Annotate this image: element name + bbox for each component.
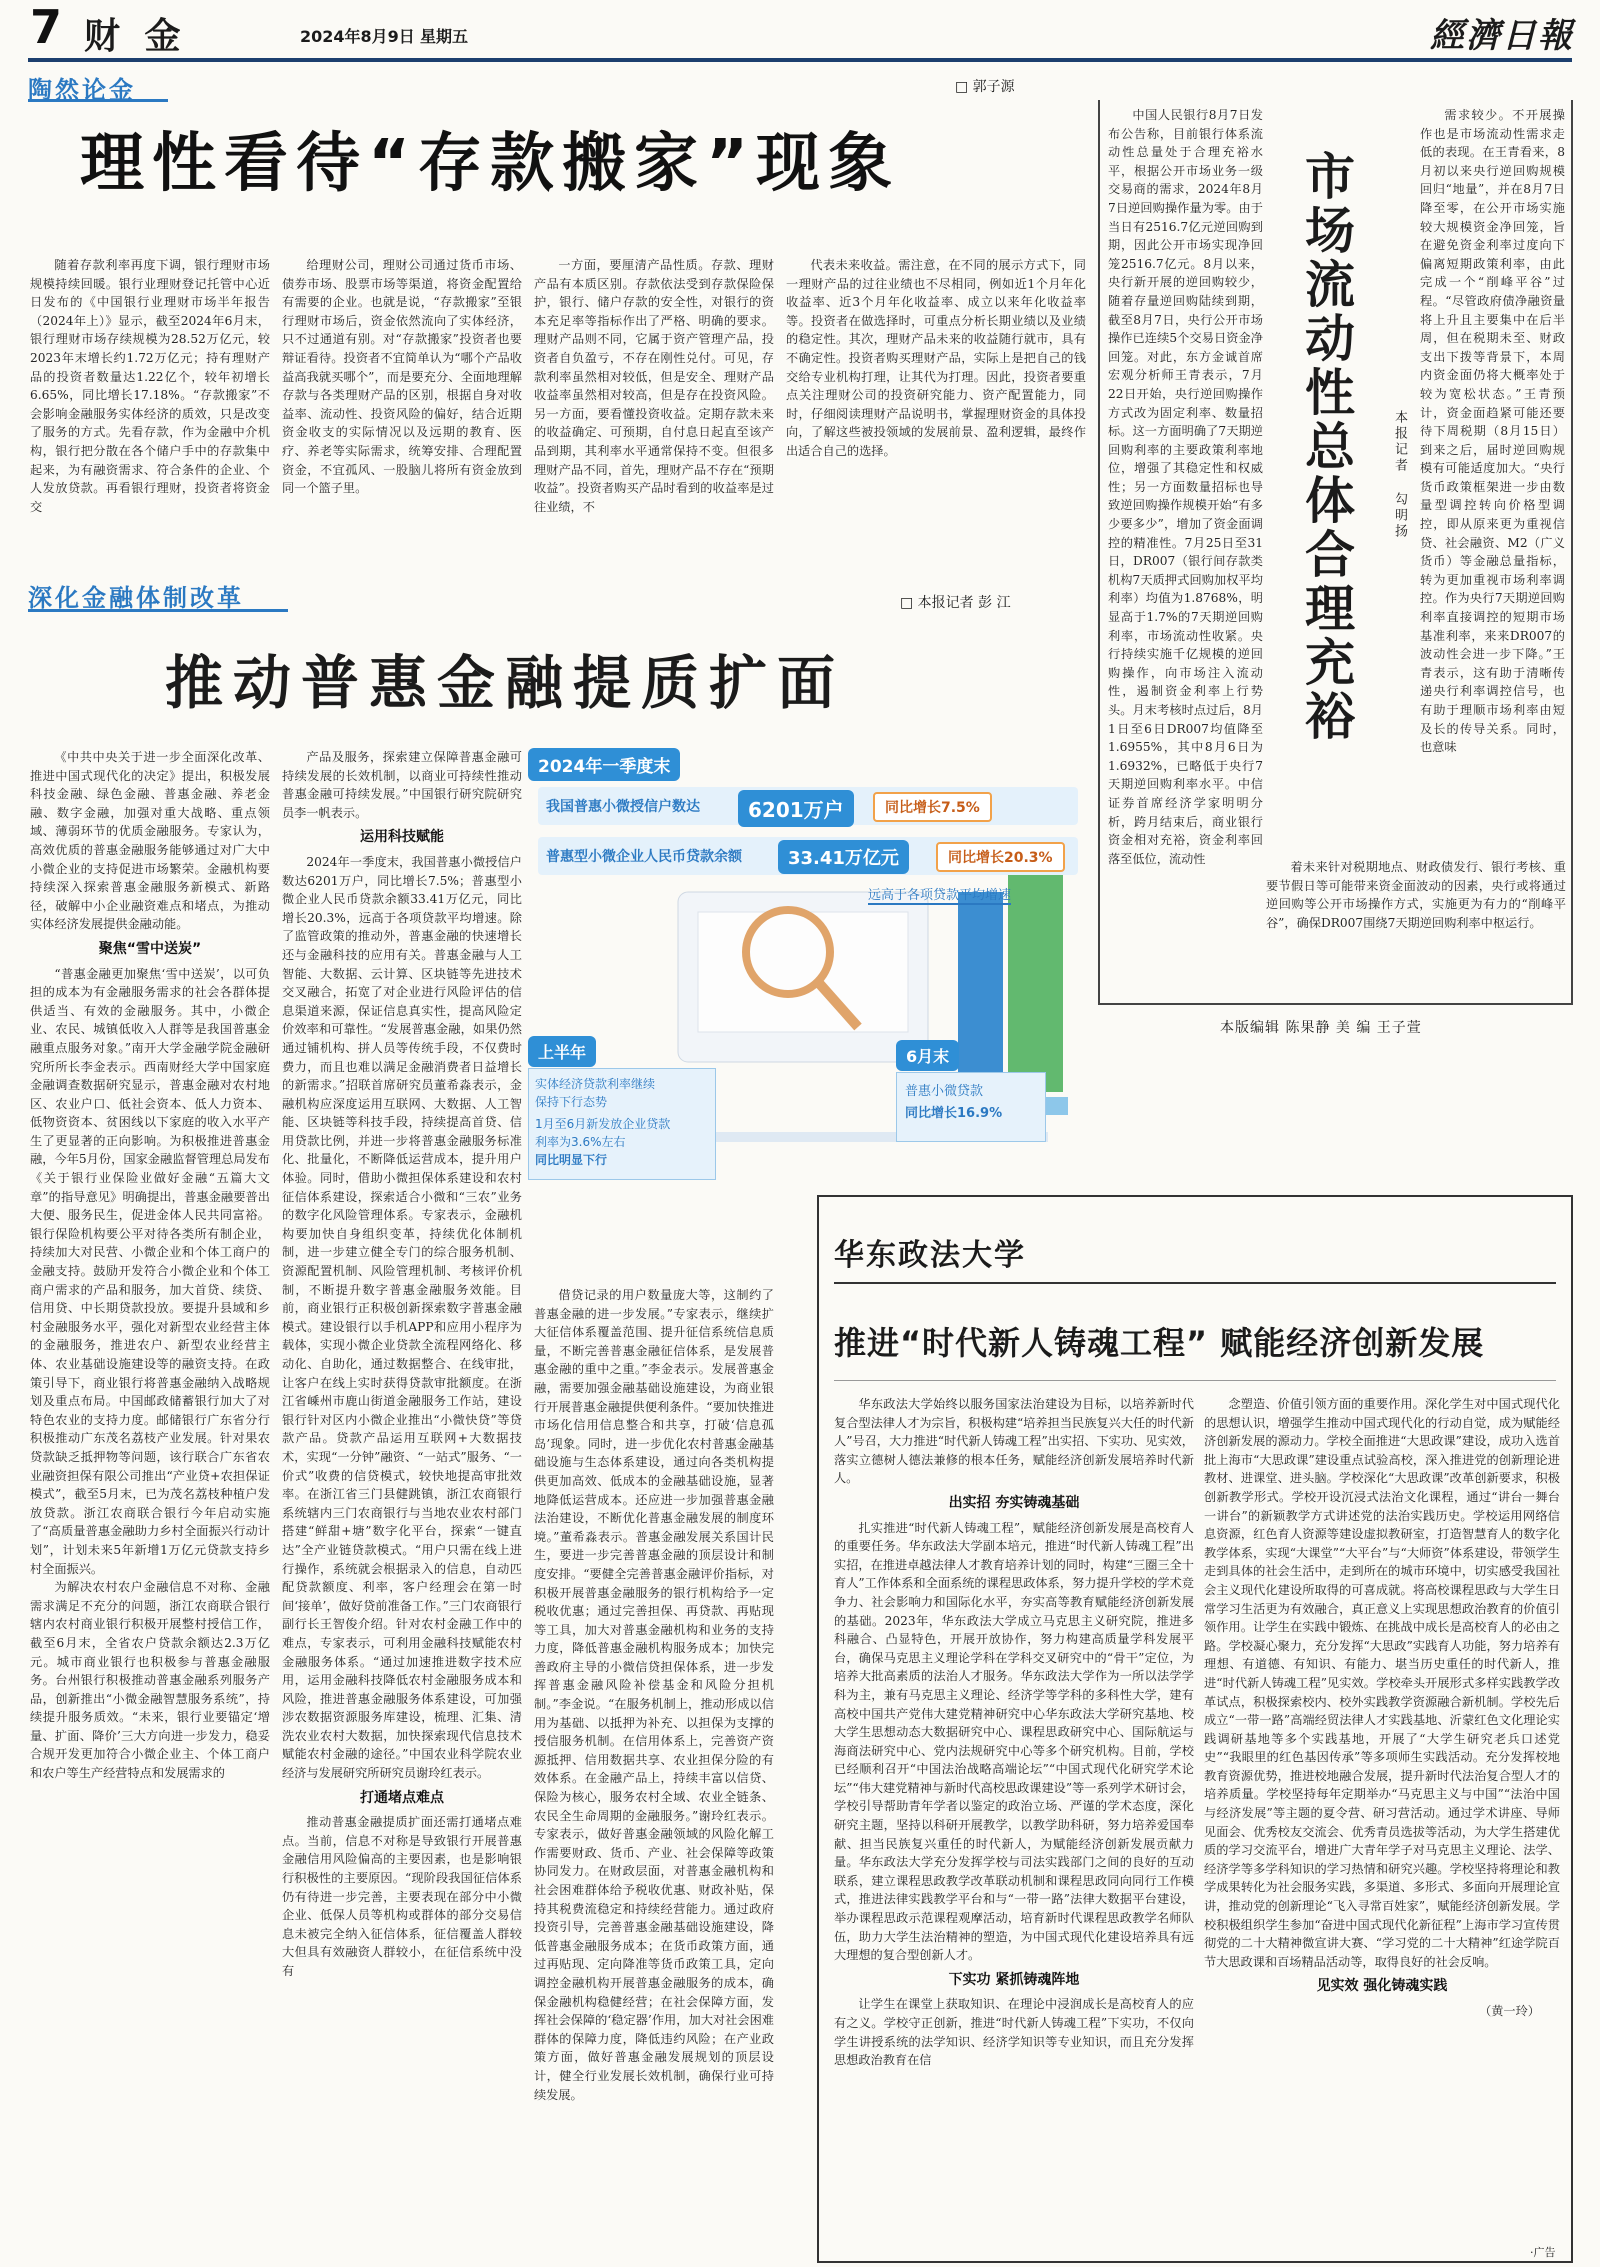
subheading: 运用科技赋能 <box>360 829 444 846</box>
article-title-vertical: 市场流动性总体合理充裕 <box>1297 150 1355 744</box>
article-text: 《中共中央关于进一步全面深化改革、推进中国式现代化的决定》提出，积极发展科技金融、绿色金融、普惠金融、养老金融、数字金融，加强对重大战略、重点领域、薄弱环节的优质金融服务。专家认为，高效优质的普惠金融服务能够通过对广大中小微企业的支持促进市场繁荣。金融机构要持续深入探索普惠金融服务新模式、新路径，破解中小企业融资难点和堵点，为推动实体经济发展提供金融动能。 <box>30 750 270 932</box>
article-byline: □ 郭子源 <box>955 79 1015 95</box>
article-text: 需求较少。不开展操作也是市场流动性需求走低的表现。在王青看来，8月初以来央行逆回购规模回归“地量”，并在8月7日降至零，在公开市场实施较大规模资金净回笼，旨在避免资金利率过度向下偏离短期政策利率，由此完成一个“削峰平谷”过程。“尽管政府债净融资量将上升且主要集中在后半周，但在税期未至、财政支出下拨等背景下，本周内资金面仍将大概率处于较为宽松状态。”王青预计，资金面趋紧可能还要待下周税期（8月15日）到来之后，届时逆回购规模有可能适度加大。“央行货币政策框架进一步由数量型调控转向价格型调控，即从原来更为重视信贷、社会融资、M2（广义货币）等金融总量指标，转为更加重视市场利率调控。作为央行7天期逆回购利率直接调控的短期市场基准利率，来来DR007的波动性会进一步下降。”王青表示，这有助于清晰传递央行利率调控信号，也有助于理顺市场利率由短及长的传导关系。同时，也意味 <box>1420 108 1565 755</box>
infographic-june-box <box>896 1072 1046 1142</box>
infographic-label-q1: 2024年一季度末 <box>528 748 680 781</box>
masthead-logo: 經濟日報 <box>1430 16 1574 56</box>
column-tag: 陶然论金 <box>28 70 168 102</box>
infographic-june-text: 普惠小微贷款 <box>905 1084 984 1099</box>
subheading: 打通堵点难点 <box>360 1789 444 1806</box>
article-text: 给理财公司，理财公司通过货币市场、债券市场、股票市场等渠道，将资金配置给有需要的企业。也就是说，“存款搬家”至银行理财市场后，资金依然流向了实体经济，只不过通道有别。对“存款搬家”投资者也要辩证看待。投资者不宜简单认为“哪个产品收益高我就买哪个”，而是要充分、全面地理解存款与各类理财产品的区别，根据自身对收益率、流动性、投资风险的偏好，结合近期资金收支的实际情况以及远期的教育、医疗、养老等实际需求，统筹安排、合理配置资金，不宜孤风、一股脑儿将所有资金放到同一个篮子里。 <box>282 258 522 496</box>
article-signature: （黄一玲） <box>1479 2004 1540 2018</box>
article-byline: □ 本报记者 彭 江 <box>900 595 1011 611</box>
page-editors: 本版编辑 陈果静 美 编 王子萱 <box>1220 1020 1422 1036</box>
infographic-h1-text: 实体经济贷款利率继续 <box>535 1077 656 1091</box>
title-rule <box>834 1282 1556 1284</box>
article-text: “普惠金融更加聚焦‘雪中送炭’，以可负担的成本为有金融服务需求的社会各群体提供适当、有效的金融服务。其中，小微企业、农民、城镇低收入人群等是我国普惠金融重点服务对象。”南开大学金融学院金融研究所所长李金表示。西南财经大学中国家庭金融调查数据研究显示，普惠金融对农村地区、农业户口、低社会资本、低人力资本、低物资资本、贫困线以下家庭的收入水平产生了更显著的正向影响。为积极推进普惠金融，今年5月份，国家金融监督管理总局发布《关于银行业保险业做好金融“五篇大文章”的指导意见》明确提出，普惠金融要普出大便、服务民生，促进金体人民共同富裕。银行保险机构要公平对待各类所有制企业，持续加大对民营、小微企业和个体工商户的金融支持。鼓励开发符合小微企业和个体工商户需求的产品和服务，加大首贷、续贷、信用贷、中长期贷款投放。要提升县域和乡村金融服务水平，强化对新型农业经营主体的金融服务，推进农户、新型农业经营主体、农业基础设施建设等的融资支持。在政策引导下，商业银行将普惠金融纳入战略规划及重点布局。中国邮政储蓄银行加大了对特色农业的支持力度。邮储银行广东省分行积极推动广东茂名荔枝产业发展。针对果农贷款缺乏抵押物等问题，该行联合广东省农业融资担保有限公司推出“产业贷+农担保证模式”，截至5月末，已为茂名荔枝种植户发放贷款。浙江农商联合银行今年启动实施了“高质量普惠金融助力乡村全面振兴行动计划”，计划未来5年新增1万亿元贷款支持乡村全面振兴。 <box>30 966 270 1576</box>
infographic-h1-box <box>528 1068 716 1180</box>
infographic-label-june: 6月末 <box>896 1040 959 1071</box>
article-text: 随着存款利率再度下调，银行理财市场规模持续回暖。银行业理财登记托管中心近日发布的《中国银行业理财市场半年报告（2024年上）》显示，截至2024年6月末，银行理财市场存续规模为28.52万亿元，较2023年末增长约1.72万亿元；持有理财产品的投资者数量达1.22亿个，较年初增长6.65%，同比增长17.18%。“存款搬家”不会影响金融服务实体经济的质效，只是改变了服务的方式。先看存款，作为金融中介机构，银行把分散在各个储户手中的存款集中起来，为有融资需求、符合条件的企业、个人发放贷款。再看银行理财，投资者将资金交 <box>30 258 270 514</box>
issue-date: 2024年8月9日 <box>300 27 415 46</box>
infographic-h1-text: 1月至6月新发放企业贷款 <box>535 1117 671 1131</box>
article-text: 推动普惠金融提质扩面还需打通堵点难点。当前，信息不对称是导致银行开展普惠金融信用风险偏高的主要因素，也是影响银行积极性的主要原因。“现阶段我国征信体系仍有待进一步完善，主要表现在部分中小微企业、低保人员等机构或群体的部分交易信息未被完全纳入征信体系，征信覆盖人群较大但具有效融资人群较小，在征信系统中没有 <box>282 1815 522 1978</box>
header-rule <box>28 58 1572 62</box>
infographic <box>528 742 1088 1262</box>
subheading: 出实招 夯实铸魂基础 <box>948 1494 1080 1511</box>
page-header <box>0 0 1600 58</box>
subheading: 聚焦“雪中送炭” <box>98 940 202 957</box>
article-text: 中国人民银行8月7日发布公告称，目前银行体系流动性总量处于合理充裕水平，根据公开市场业务一级交易商的需求，2024年8月7日逆回购操作量为零。由于当日有2516.7亿元逆回购到期，因此公开市场实现净回笼2516.7亿元。8月以来，央行新开展的逆回购较少，随着存量逆回购陆续到期，截至8月7日，央行公开市场操作已连续5个交易日资金净回笼。对此，东方金诚首席宏观分析师王青表示，7月22日开始，央行逆回购操作方式改为固定利率、数量招标。这一方面明确了7天期逆回购利率的主要政策利率地位，增强了其稳定性和权威性；另一方面数量招标也导致逆回购操作规模开始“有多少要多少”，增加了资金面调控的精准性。7月25日至31日，DR007（银行间存款类机构7天质押式回购加权平均利率）均值为1.8768%，明显高于1.7%的7天期逆回购利率，市场流动性收紧。央行持续实施千亿规模的逆回购操作，向市场注入流动性，遏制资金利率上行势头。月末考核时点过后，8月1日至6日DR007均值降至1.6955%，其中8月6日为1.6932%，已略低于央行7天期逆回购利率水平。中信证券首席经济学家明明分析，跨月结束后，商业银行资金相对充裕，资金利率回落至低位，流动性 <box>1108 108 1263 866</box>
article-text: 2024年一季度末，我国普惠小微授信户数达6201万户，同比增长7.5%；普惠型小微企业人民币贷款余额33.41万亿元，同比增长20.3%，远高于各项贷款平均增速。除了监管政策的推动外，普惠金融的快速增长还与金融科技的应用有关。普惠金融与人工智能、大数据、云计算、区块链等先进技术交叉融合，拓宽了对企业进行风险评估的信息渠道来源，保证信息真实性，提高风险定价效率和可靠性。“发展普惠金融，如果仍然通过铺机构、拼人员等传统手段，不仅费时费力，而且也难以满足金融消费者日益增长的新需求。”招联首席研究员董希淼表示，金融机构应深度运用互联网、大数据、人工智能、区块链等科技手段，持续提高首贷、信用贷款比例，并进一步将普惠金融服务标准化、批量化，不断降低运营成本，提升用户体验。同时，借助小微担保体系建设和农村征信体系建设，探索适合小微和“三农”业务的数字化风险管理体系。专家表示，金融机构要加快自身组织变革，持续优化体制机制，进一步建立健全专门的综合服务机制、资源配置机制、风险管理机制、考核评价机制，不断提升数字普惠金融服务效能。目前，商业银行正积极创新探索数字普惠金融模式。建设银行以手机APP和应用小程序为载体，实现小微企业贷款全流程网络化、移动化、自助化，通过数据整合、在线审批，让客户在线上实时获得贷款审批额度。在浙江省嵊州市鹿山街道金融服务工作站，建设银行针对区内小微企业推出“小微快贷”等贷款产品。贷款产品运用互联网+大数据技术，实现“一分钟”融资、“一站式”服务、“一价式”收费的信贷模式，较快地提高审批效率。在浙江省三门县健跳镇，浙江农商银行系统辖内三门农商银行与当地农业农村部门搭建“鲜甜+塘”数字化平台，探索“一键直达”全产业链贷款模式。“用户只需在线上进行操作，系统就会根据录入的信息，自动匹配贷款额度、利率，客户经理会在第一时间‘接单’，做好贷前准备工作。”三门农商银行副行长王智俊介绍。针对农村金融工作中的难点，专家表示，可利用金融科技赋能农村金融服务体系。“通过加速推进数字技术应用，运用金融科技降低农村金融服务成本和风险，推进普惠金融服务体系建设，可加强涉农数据资源服务库建设，梳理、汇集、清洗农业农村大数据，加快探索现代信息技术赋能农村金融的途径。”中国农业科学院农业经济与发展研究所研究员谢玲红表示。 <box>282 854 522 1781</box>
article-text: 一方面，要厘清产品性质。存款、理财产品有本质区别。存款依法受到存款保险保护，银行、储户存款的安全性，对银行的资本充足率等指标作出了严格、明确的要求。理财产品则不同，它属于资产管理产品，投资者自负盈亏，不存在刚性兑付。可见，存款利率虽然相对较低，但是安全、理财产品收益率虽然相对较高，但是存在投资风险。另一方面，要看懂投资收益。定期存款未来的收益确定、可预期，自付息日起直至该产品到期，其利率水平通常保持不变。但很多理财产品不同，首先，理财产品不存在“预期收益”。投资者购买产品时看到的收益率是过往业绩，不 <box>534 258 774 514</box>
article-title: 推动普惠金融提质扩面 <box>165 649 846 717</box>
infographic-row1-value: 6201万户 <box>738 790 854 827</box>
subheading: 见实效 强化铸魂实践 <box>1316 1978 1448 1995</box>
ad-marker: ·广告 <box>1530 2246 1556 2259</box>
infographic-label-h1: 上半年 <box>528 1036 596 1067</box>
issue-weekday: 星期五 <box>420 27 469 46</box>
article-text: 着未来针对税期地点、财政债发行、银行考核、重要节假日等可能带来资金面波动的因素，央行或将通过逆回购等公开市场操作方式，实施更为有力的“削峰平谷”，确保DR007围绕7天期逆回购利率中枢运行。 <box>1266 860 1566 930</box>
page-number: 7 <box>30 0 63 54</box>
article-text: 代表未来收益。需注意，在不同的展示方式下，同一理财产品的过往业绩也不尽相同，例如近1个月年化收益率、近3个月年化收益率、成立以来年化收益率等。投资者在做选择时，可重点分析长期业绩以及业绩的稳定性。其次，理财产品未来的收益随行就市，具有不确定性。投资者购买理财产品，实际上是把自己的钱交给专业机构打理，让其代为打理。因此，投资者要重点关注理财公司的投资研究能力、资产配置能力，同时，仔细阅读理财产品说明书，掌握理财资金的具体投向，了解这些被投领域的发展前景、盈利逻辑，最终作出适合自己的选择。 <box>786 258 1086 458</box>
article-text: 产品及服务，探索建立保障普惠金融可持续发展的长效机制，以商业可持续性推动普惠金融可持续发展。”中国银行研究院研究员李一帆表示。 <box>282 750 522 820</box>
article-byline-vertical: 本报记者 勾明扬 <box>1392 410 1407 540</box>
infographic-h1-text: 保持下行态势 <box>535 1095 608 1109</box>
article-text: 让学生在课堂上获取知识、在理论中浸润成长是高校育人的应有之义。学校守正创新，推进“时代新人铸魂工程”下实功，不仅向学生讲授系统的法学知识、经济学知识等专业知识，而且充分发挥思想政治教育在信 <box>834 1997 1194 2068</box>
subheading: 下实功 紧抓铸魂阵地 <box>948 1971 1080 1988</box>
infographic-row2-value: 33.41万亿元 <box>778 840 909 874</box>
column-tag: 深化金融体制改革 <box>28 578 288 612</box>
infographic-h1-text: 利率为3.6%左右 <box>535 1135 626 1149</box>
article-text: 扎实推进“时代新人铸魂工程”，赋能经济创新发展是高校育人的重要任务。华东政法大学副本培元，推进“时代新人铸魂工程”出实招，在推进卓越法律人才教育培养计划的同时，构建“三圈三全十育人”工作体系和全面系统的课程思政体系，努力提升学校的学术竞争力、社会影响力和国际化水平，夯实高等教育赋能经济创新发展的基础。2023年，华东政法大学成立马克思主义研究院，推进多科融合、凸显特色，开展开放协作，努力构建高质量学科发展平台，确保马克思主义理论学科在学科交叉研究中的“骨干”定位，为培养大批高素质的法治人才服务。华东政法大学作为一所以法学学科为主，兼有马克思主义理论、经济学等学科的多科性大学，建有高校中国共产党伟大建党精神研究中心华东政法大学研究基地、校大学生思想动态大数据研究中心、课程思政研究中心、国际航运与海商法研究中心、党内法规研究中心等多个研究机构。目前，学校已经顺利召开“中国法治战略高端论坛”“中国式现代化研究学术论坛”“伟大建党精神与新时代高校思政课建设”等一系列学术研讨会，学校引导帮助青年学者以鉴定的政治立场、严谨的学术态度，深化研究主题，坚持以科研开展教学，以教学助科研，努力培养爱国奉献、担当民族复兴重任的时代新人，为赋能经济创新发展贡献力量。华东政法大学充分发挥学校与司法实践部门之间的良好的互动联系，建立课程思政教学改革联动机制和课程思政同向同行工作模式，推进法律实践教学平台和与“一带一路”法律大数据平台建设，举办课程思政示范课程观摩活动，培育新时代课程思政教学名师队伍，助力大学生法治精神的塑造，为中国式现代化建设培养具有远大理想的复合型创新人才。 <box>834 1520 1194 1963</box>
infographic-june-text: 同比增长16.9% <box>905 1106 1003 1121</box>
infographic-h1-text: 同比明显下行 <box>535 1153 608 1167</box>
article-text: 华东政法大学始终以服务国家法治建设为目标，以培养新时代复合型法律人才为宗旨，积极构建“培养担当民族复兴大任的时代新人”号召，大力推进“时代新人铸魂工程”出实招、下实功、见实效，落实立德树人德法兼修的根本任务，赋能经济创新发展培养时代新人。 <box>834 1397 1194 1486</box>
infographic-row2-note: 远高于各项贷款平均增速 <box>868 884 1011 905</box>
article-title: 推进“时代新人铸魂工程” 赋能经济创新发展 <box>834 1324 1485 1362</box>
article-title: 理性看待“存款搬家”现象 <box>80 127 901 201</box>
section-name: 财 金 <box>84 15 187 57</box>
article-text: 借贷记录的用户数量庞大等，这制约了普惠金融的进一步发展。”专家表示，继续扩大征信体系覆盖范围、提升征信系统信息质量，不断完善普惠金融征信体系，是发展普惠金融的重中之重。”李金表示。发展普惠金融，需要加强金融基础设施建设，为商业银行开展普惠金融提供便利条件。“要加快推进市场化信用信息整合和共享，打破‘信息孤岛’现象。同时，进一步优化农村普惠金融基础设施与生态体系建设，通过向各类机构提供更加高效、低成本的金融基础设施，显著地降低运营成本。还应进一步加强普惠金融法治建设，不断优化普惠金融发展的制度环境。”董希淼表示。普惠金融发展关系国计民生，要进一步完善普惠金融的顶层设计和制度安排。“要健全完善普惠金融评价指标，对积极开展普惠金融服务的银行机构给予一定税收优惠；通过完善担保、再贷款、再贴现等工具，加大对普惠金融机构和业务的支持力度，降低普惠金融机构服务成本；加快完善政府主导的小微信贷担保体系，进一步发挥普惠金融风险补偿基金和风险分担机制。”李金说。“在服务机制上，推动形成以信用为基础、以抵押为补充、以担保为支撑的授信服务机制。在信用体系上，完善资产资源抵押、信用数据共享、农业担保分险的有效体系。在金融产品上，持续丰富以信贷、保险为核心，服务农村全域、农业全链条、农民全生命周期的金融服务。”谢玲红表示。专家表示，做好普惠金融领域的风险化解工作需要财政、货币、产业、社会保障等政策协同发力。在财政层面，对普惠金融机构和社会困难群体给予税收优惠、财政补贴，保持其税费流稳定和持续经营能力。通过政府投资引导，完善普惠金融基础设施建设，降低普惠金融服务成本；在货币政策方面，通过再贴现、定向降准等货币政策工具，定向调控金融机构开展普惠金融服务的成本，确保金融机构稳健经营；在社会保障方面，发挥社会保障的‘稳定器’作用，加大对社会困难群体的保障力度，降低违约风险；在产业政策方面，做好普惠金融发展规划的顶层设计，健全行业发展长效机制，确保行业可持续发展。 <box>534 1288 774 2102</box>
infographic-row2-growth: 同比增长20.3% <box>936 842 1065 872</box>
infographic-row2-label: 普惠型小微企业人民币贷款余额 <box>546 849 742 865</box>
infographic-row1-label: 我国普惠小微授信户数达 <box>546 799 700 815</box>
article-text: 念塑造、价值引领方面的重要作用。深化学生对中国式现代化的思想认识，增强学生推动中国式现代化的行动自觉，成为赋能经济创新发展的源动力。学校全面推进“大思政课”建设，成功入选首批上海市“大思政课”建设重点试验高校，深入推进党的创新理论进教材、进课堂、进头脑。学校深化“大思政课”改革创新要求，积极创新教学形式。学校开设沉浸式法治文化课程，通过“讲台一舞台一讲台”的新颖教学方式讲述党的法治实践历史。学校运用网络信息资源，红色育人资源等建设虚拟教研室，打造智慧育人的数字化教学体系，实现“大课堂”“大平台”与“大师资”体系建设，带领学生走到具体的社会生活中，走到所在的城市环境中，切实感受我国社会主义现代化建设所取得的可喜成就。将高校课程思政与大学生日常学习生活更为有效融合，真正意义上实现思想政治教育的价值引领作用。让学生在实践中锻炼、在挑战中成长是高校育人的必由之路。学校凝心聚力，充分发挥“大思政”实践育人功能，努力培养有理想、有道德、有知识、有能力、堪当历史重任的时代新人，推进“时代新人铸魂工程”见实效。学校牵头开展形式多样实践教学改革试点，积极探索校内、校外实践教学资源融合新机制。学校先后成立“一带一路”高端经贸法律人才实践基地、沂蒙红色文化理论实践调研基地等多个实践基地，开展了“大学生研究老兵口述党史”“我眼里的红色基因传承”等多项师生实践活动。充分发挥校地教育资源优势，推进校地融合发展，提升新时代法治复合型人才的培养质量。学校坚持每年定期举办“马克思主义与中国”“法治中国与经济发展”等主题的夏令营、研习营活动。通过学术讲座、导师见面会、优秀校友交流会、优秀青员选拔等活动，为大学生搭建优质的学习交流平台，增进广大青年学子对马克思主义理论、法学、经济学等多学科知识的学习热情和研究兴趣。学校坚持将理论和教学成果转化为社会服务实践，多渠道、多形式、多面向开展理论宣讲，推动党的创新理论“飞入寻常百姓家”，赋能经济创新发展。学校积极组织学生参加“奋进中国式现代化新征程”上海市学习宣传贯彻党的二十大精神微宣讲大赛、“学习党的二十大精神”红途学院百节大思政课和百场精品活动等，取得良好的社会反响。 <box>1204 1397 1560 1969</box>
infographic-row1-growth: 同比增长7.5% <box>873 792 992 822</box>
article-text: 为解决农村农户金融信息不对称、金融需求满足不充分的问题，浙江农商联合银行辖内农村商业银行积极开展整村授信工作，截至6月末，全省农户贷款余额达2.3万亿元。城市商业银行也积极参与普惠金融服务。台州银行积极推动普惠金融系列服务产品，创新推出“小微金融智慧服务系统”，持续提升服务质效。“未来，银行业要锚定‘增量、扩面、降价’三大方向进一步发力，稳妥合规开发更加符合小微企业主、个体工商户和农户等生产经营特点和发展需求的 <box>30 1580 270 1781</box>
title-rule <box>834 1380 1556 1381</box>
institution-name: 华东政法大学 <box>834 1238 1026 1273</box>
